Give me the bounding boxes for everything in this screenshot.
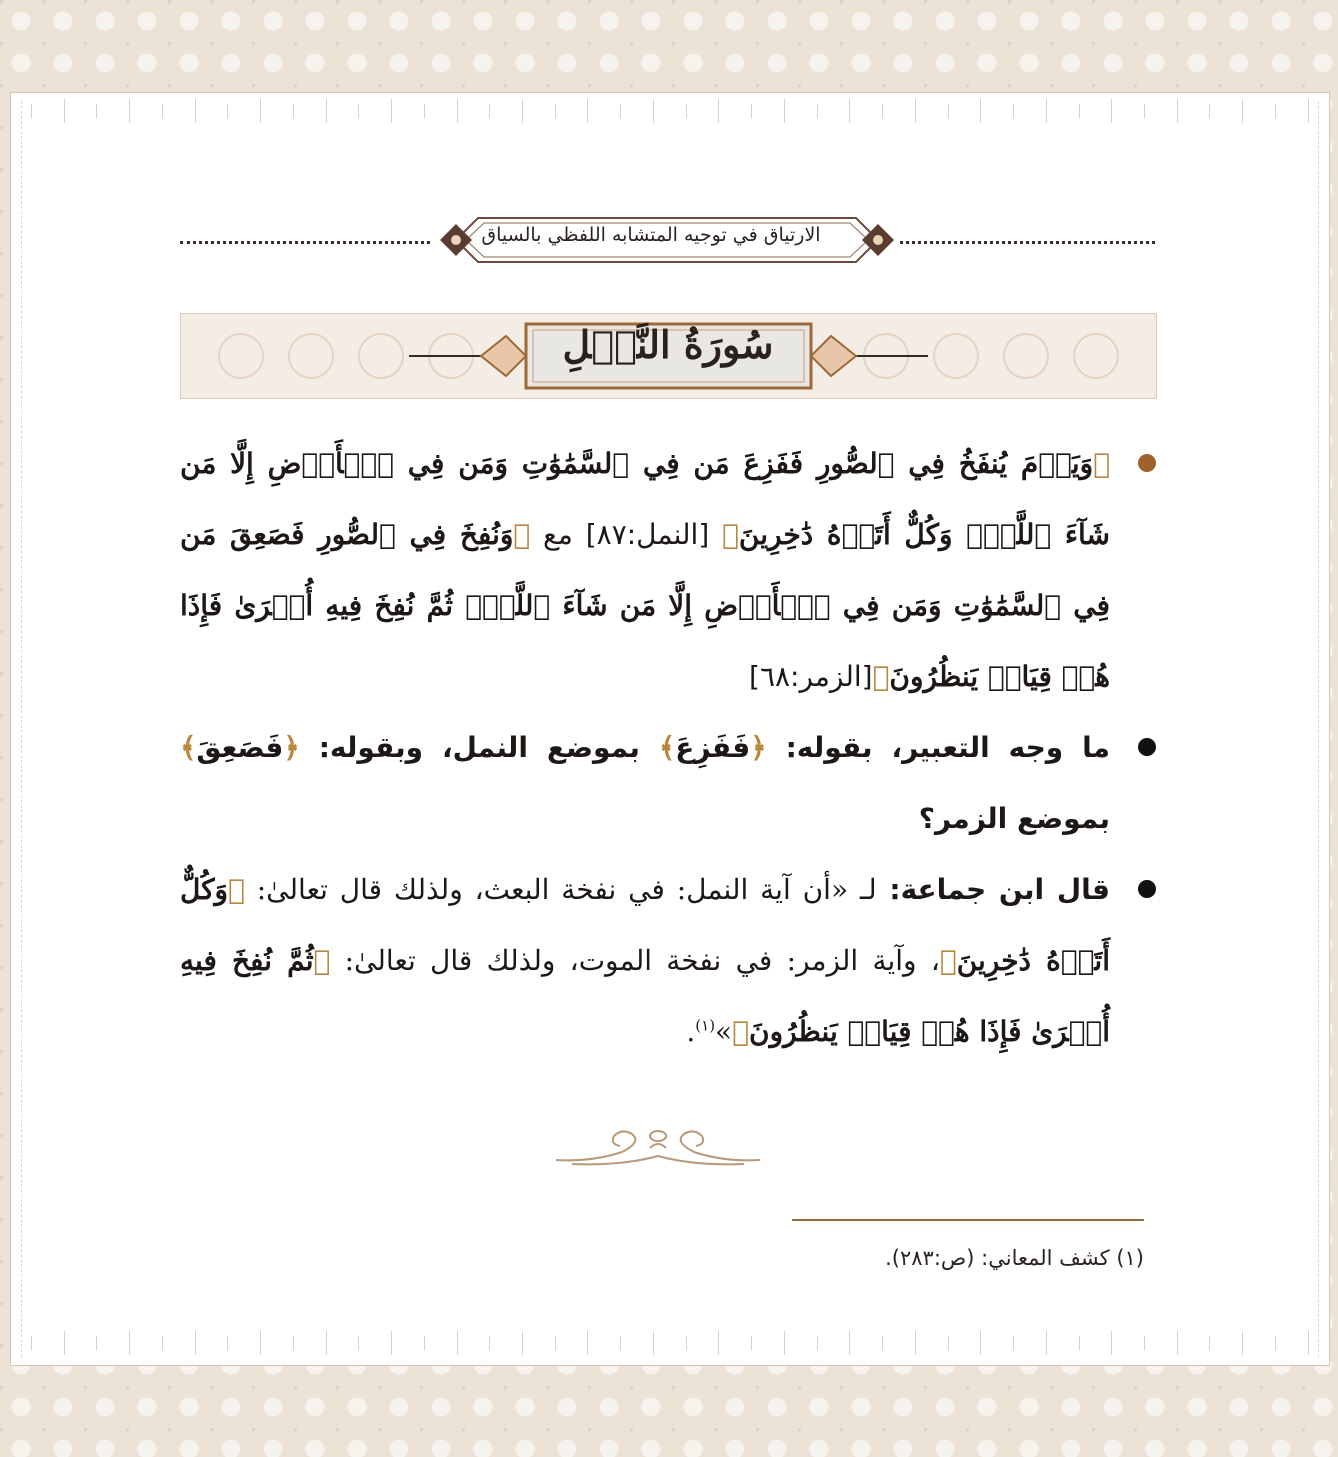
quran-verse: ثُمَّ نُفِخَ فِيهِ أُخۡرَىٰ فَإِذَا هُمۡ قِيَامٞ يَنظُرُونَ — [180, 944, 1110, 1048]
quran-bracket: ﴿ — [513, 518, 531, 551]
quran-verse: وَكُلٌّ أَتَوۡهُ دَٰخِرِينَ — [180, 873, 1110, 977]
quran-bracket: ﴾ — [939, 944, 957, 977]
quran-verse: وَيَوۡمَ يُنفَخُ فِي ٱلصُّورِ فَفَزِعَ مَن فِي ٱلسَّمَٰوَٰتِ وَمَن فِي ٱلۡأَرۡضِ إِلَّا مَن شَآءَ ٱللَّهُۚ وَكُلٌّ أَتَوۡهُ دَٰخِرِينَ — [180, 447, 1110, 551]
header-dotted-rule-left — [180, 241, 430, 244]
body-text: بموضع النمل، وبقوله: — [299, 731, 659, 764]
running-header — [180, 210, 1155, 270]
quran-bracket: ﴿ — [750, 731, 767, 764]
bottom-tick-border — [31, 1331, 1309, 1359]
verse-reference: [الزمر:٦٨] — [749, 660, 873, 693]
bullet-point — [1138, 880, 1156, 898]
quran-bracket: ﴿ — [313, 944, 331, 977]
footnote: (١) كشف المعاني: (ص:٢٨٣). — [885, 1246, 1144, 1270]
footnote-separator — [792, 1219, 1144, 1221]
verse-reference: [النمل:٨٧] مع — [530, 518, 723, 551]
surah-title: سُورَةُ النَّمۡلِ — [562, 322, 774, 367]
quran-bracket: ﴿ — [1093, 447, 1110, 480]
quran-verse: وَنُفِخَ فِي ٱلصُّورِ فَصَعِقَ مَن فِي ٱلسَّمَٰوَٰتِ وَمَن فِي ٱلۡأَرۡضِ إِلَّا مَن شَآءَ ٱللَّهُۖ ثُمَّ نُفِخَ فِيهِ أُخۡرَىٰ فَإِذَا هُمۡ قِيَامٞ يَنظُرُونَ — [180, 518, 1110, 693]
bullet-point — [1138, 454, 1156, 472]
body-text: لـ «أن آية النمل: في نفخة البعث، ولذلك قال تعالىٰ: — [244, 873, 877, 906]
running-header-title: الارتياق في توجيه المتشابه اللفظي بالسياق — [481, 224, 821, 246]
bullet-point — [1138, 738, 1156, 756]
header-dotted-rule-right — [900, 241, 1155, 244]
quran-bracket: ﴿ — [283, 731, 300, 764]
quran-bracket: ﴾ — [872, 660, 890, 693]
quran-verse: فَفَزِعَ — [675, 731, 751, 764]
quran-bracket: ﴾ — [732, 1015, 749, 1048]
footnote-marker: (١) — [695, 1016, 716, 1035]
paragraph-1 — [180, 428, 1110, 712]
quran-verse: فَصَعِقَ — [196, 731, 284, 764]
body-text: ، وآية الزمر: في نفخة الموت، ولذلك قال تعالىٰ: — [330, 944, 940, 977]
body-text: بموضع الزمر؟ — [918, 802, 1110, 835]
body-text: ما وجه التعبير، بقوله: — [766, 731, 1110, 764]
paragraph-3 — [180, 854, 1110, 1067]
body-text: . — [686, 1015, 696, 1048]
quran-bracket: ﴾ — [180, 731, 197, 764]
surah-banner — [180, 313, 1157, 399]
body-text: » — [715, 1015, 733, 1048]
section-divider-flourish — [552, 1122, 764, 1174]
speaker-label: قال ابن جماعة: — [876, 873, 1111, 906]
quran-bracket: ﴾ — [658, 731, 676, 764]
paragraph-2 — [180, 712, 1110, 854]
quran-bracket: ﴿ — [228, 873, 245, 906]
content-body — [180, 428, 1110, 1067]
quran-bracket: ﴾ — [722, 518, 739, 551]
top-tick-border — [31, 99, 1309, 127]
